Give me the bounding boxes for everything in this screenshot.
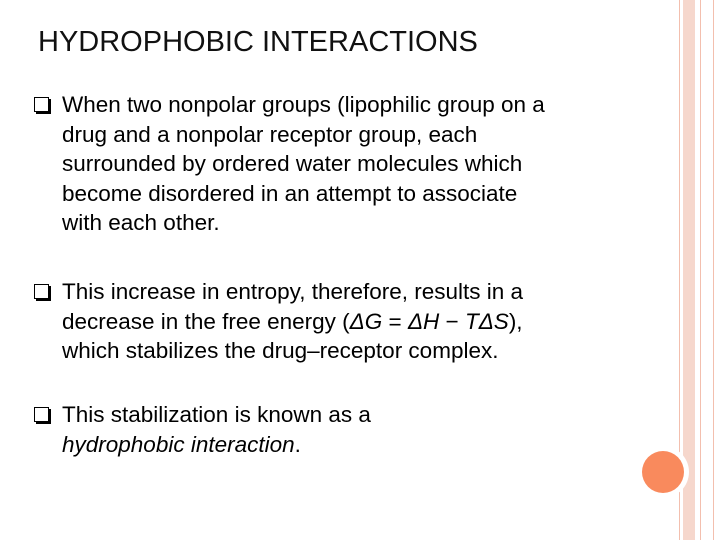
bullet-line [62,307,634,337]
hydrophobic-interaction-term: hydrophobic interaction [62,431,295,457]
bullet-text [34,400,634,459]
bullet-text [34,277,634,366]
formula-t-delta-s: TΔS [464,308,509,334]
bullet-line: with each other. [62,210,220,235]
decorative-circle [642,451,684,493]
bullet-line: drug and a nonpolar receptor group, each [62,121,478,147]
bullet-line-text: . [294,431,301,457]
bullet-item [34,400,634,459]
bullet-line: This stabilization is known as a [62,402,371,427]
bullet-item [34,277,634,366]
formula-tail: ), [508,308,523,334]
decorative-border-line [713,0,714,540]
formula-minus: − [439,308,465,334]
bullet-line: This increase in entropy, therefore, results in a [62,279,524,304]
bullet-line: become disordered in an attempt to associate [62,180,518,206]
bullet-line: When two nonpolar groups (lipophilic group on a [62,92,545,117]
bullet-line-text: decrease in the free energy ( [62,308,350,334]
checkbox-square-icon [34,407,49,422]
formula-equals: = [382,308,408,334]
bullet-line: which stabilizes the drug–receptor complex. [62,338,499,363]
formula-delta-g: ΔG [349,308,383,334]
checkbox-square-icon [34,284,49,299]
bullet-item [34,90,634,238]
formula-delta-h: ΔH [407,308,440,334]
bullet-line [62,430,634,460]
decorative-border-line [700,0,701,540]
bullet-line: surrounded by ordered water molecules which [62,151,523,176]
checkbox-square-icon [34,97,49,112]
slide-title: HYDROPHOBIC INTERACTIONS [38,26,478,58]
bullet-text [34,90,634,238]
